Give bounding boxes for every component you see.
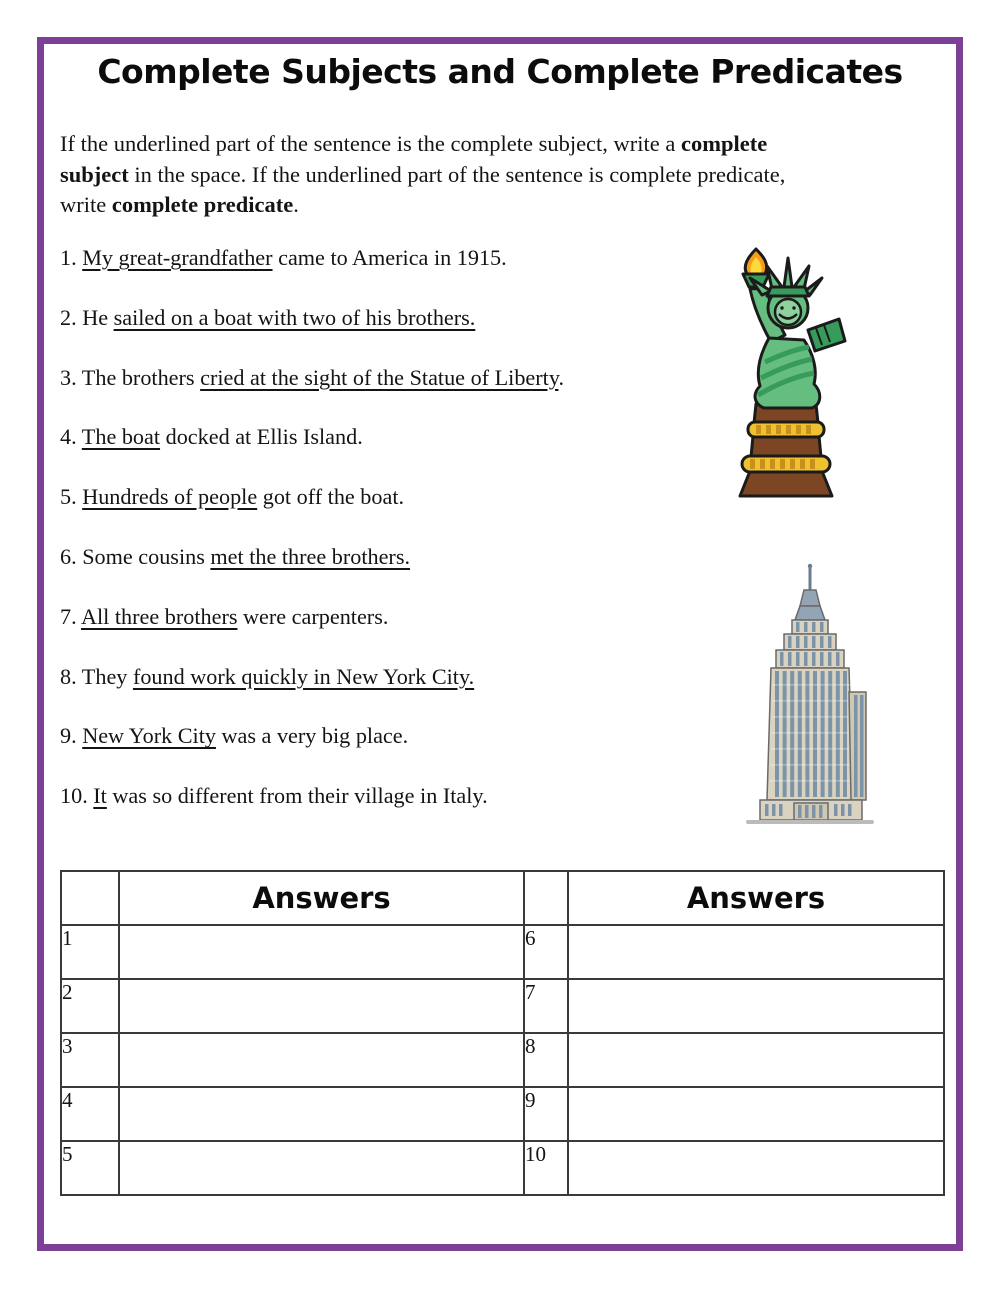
sentence-text: Some cousins — [82, 544, 211, 569]
underlined-segment: It — [93, 783, 107, 809]
empire-state-building-illustration — [738, 562, 884, 832]
sentence-text: was so different from their village in Italy. — [106, 783, 488, 809]
sentence-text: were carpenters. — [237, 603, 389, 629]
answer-input-cell-1[interactable] — [119, 925, 524, 979]
instructions-line — [60, 190, 930, 221]
answer-number-cell-10: 10 — [524, 1141, 568, 1195]
instructions-text: in the space. If the underlined part of the sentence is complete predicate, — [128, 161, 786, 187]
answer-number-cell-4: 4 — [61, 1087, 119, 1141]
statue-of-liberty-illustration — [712, 246, 862, 500]
building-spire — [795, 590, 825, 620]
sentence-number: 6. — [60, 544, 83, 569]
answers-header-row — [61, 871, 944, 925]
answers-left-number-col-header — [61, 871, 119, 925]
sentence-9 — [60, 722, 408, 749]
answer-number-cell-2: 2 — [61, 979, 119, 1033]
underlined-segment: met the three brothers. — [210, 544, 411, 569]
answer-number-cell-5: 5 — [61, 1141, 119, 1195]
answer-number-cell-8: 8 — [524, 1033, 568, 1087]
building-antenna — [808, 564, 812, 592]
answers-table-body — [61, 925, 944, 1195]
building-base — [760, 800, 862, 820]
sentence-text: They — [81, 663, 133, 689]
sentence-text: was a very big place. — [215, 723, 409, 749]
answers-table — [60, 870, 945, 1196]
sentence-4 — [60, 423, 363, 450]
underlined-segment: New York City — [82, 723, 216, 749]
answer-input-cell-8[interactable] — [568, 1033, 944, 1087]
answer-input-cell-2[interactable] — [119, 979, 524, 1033]
underlined-segment: The boat — [81, 424, 161, 450]
sentence-number: 5. — [60, 484, 83, 510]
underlined-segment: sailed on a boat with two of his brothers. — [113, 304, 476, 330]
sentence-number: 2. — [60, 304, 83, 330]
instructions-text: write — [60, 192, 112, 217]
instructions-bold-text: complete predicate — [111, 192, 294, 217]
building-ground-line — [746, 820, 874, 824]
answers-row — [61, 1141, 944, 1195]
answer-input-cell-5[interactable] — [119, 1141, 524, 1195]
building-right-wing — [849, 692, 866, 800]
sentence-5 — [60, 483, 404, 510]
instructions-text: If the underlined part of the sentence is the complete subject, write a — [60, 131, 682, 156]
sentence-7 — [60, 603, 388, 630]
answer-number-cell-3: 3 — [61, 1033, 119, 1087]
statue-body — [755, 338, 820, 408]
answers-row — [61, 1087, 944, 1141]
page-title: Complete Subjects and Complete Predicates — [97, 52, 903, 91]
sentence-3 — [60, 364, 564, 391]
answer-input-cell-4[interactable] — [119, 1087, 524, 1141]
statue-pedestal — [740, 404, 832, 496]
sentence-number: 1. — [60, 245, 83, 270]
underlined-segment: cried at the sight of the Statue of Liberty — [200, 364, 559, 390]
statue-tablet — [808, 319, 845, 351]
sentence-number: 8. — [60, 663, 82, 689]
sentence-number: 4. — [60, 424, 82, 450]
instructions-bold-text: subject — [60, 161, 129, 187]
sentence-text: docked at Ellis Island. — [160, 424, 363, 450]
sentence-text: . — [558, 364, 565, 390]
sentence-text: He — [82, 304, 114, 330]
underlined-segment: All three brothers — [80, 603, 238, 629]
instructions-line — [60, 129, 930, 160]
sentence-text: got off the boat. — [257, 484, 405, 510]
sentence-number: 7. — [60, 603, 81, 629]
answer-input-cell-9[interactable] — [568, 1087, 944, 1141]
sentence-1 — [60, 244, 507, 271]
answer-input-cell-10[interactable] — [568, 1141, 944, 1195]
answers-row — [61, 979, 944, 1033]
answer-number-cell-1: 1 — [61, 925, 119, 979]
answers-left-header: Answers — [119, 871, 524, 925]
instructions-line — [60, 160, 930, 191]
sentence-text: The brothers — [81, 364, 201, 390]
answer-number-cell-6: 6 — [524, 925, 568, 979]
sentence-text: came to America in 1915. — [272, 245, 507, 270]
instructions-bold-text: complete — [681, 131, 768, 156]
answer-number-cell-9: 9 — [524, 1087, 568, 1141]
sentence-6 — [60, 543, 410, 570]
instructions — [60, 129, 930, 221]
answers-right-number-col-header — [524, 871, 568, 925]
underlined-segment: My great-grandfather — [82, 245, 273, 270]
answer-input-cell-6[interactable] — [568, 925, 944, 979]
underlined-segment: Hundreds of people — [82, 484, 258, 510]
answers-row — [61, 1033, 944, 1087]
answer-input-cell-3[interactable] — [119, 1033, 524, 1087]
answer-input-cell-7[interactable] — [568, 979, 944, 1033]
answers-right-header: Answers — [568, 871, 944, 925]
sentence-10 — [60, 782, 488, 809]
underlined-segment: found work quickly in New York City. — [132, 663, 475, 689]
answer-number-cell-7: 7 — [524, 979, 568, 1033]
sentence-2 — [60, 304, 475, 331]
sentence-number: 3. — [60, 364, 82, 390]
sentence-8 — [60, 663, 474, 690]
building-upper-tiers — [776, 620, 844, 668]
answers-row — [61, 925, 944, 979]
sentence-number: 9. — [60, 723, 83, 749]
sentence-number: 10. — [60, 783, 94, 809]
instructions-text: . — [293, 192, 299, 217]
